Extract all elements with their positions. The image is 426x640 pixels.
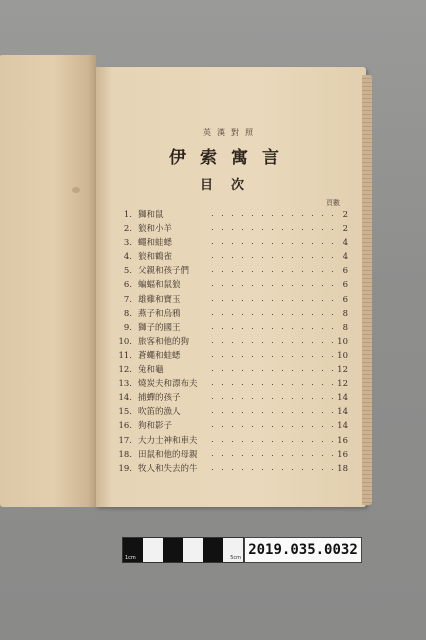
toc-entry [112,448,352,462]
toc-entry [112,405,352,419]
toc-entry [112,293,352,307]
toc-entry-number: 12. [118,365,132,376]
toc-entry-number: 16. [118,421,132,432]
toc-entry-title: 獅和鼠 [138,210,164,220]
toc-entry-title: 牧人和失去的牛 [138,463,198,474]
toc-leader-dots [212,384,334,385]
toc-leader-dots [212,328,334,329]
toc-entry-page: 18 [337,463,348,474]
table-of-contents [112,208,352,476]
toc-entry-number: 18. [118,449,132,460]
toc-entry-page: 16 [337,435,348,446]
toc-entry-title: 吹笛的漁人 [138,407,181,418]
stain [72,187,80,193]
toc-entry-number: 6. [123,280,132,291]
toc-entry-title: 蠅和蛙蟋 [138,238,173,249]
toc-entry-number: 17. [118,435,132,446]
toc-leader-dots [212,469,334,470]
toc-entry [112,236,352,250]
toc-entry-page: 6 [342,280,348,291]
toc-leader-dots [212,398,334,399]
toc-entry-page: 2 [342,210,348,220]
toc-entry-page: 4 [342,238,348,249]
toc-entry-title: 田鼠和他的母親 [138,449,198,460]
toc-entry [112,264,352,278]
toc-leader-dots [212,314,334,315]
page-edges [362,75,372,505]
toc-leader-dots [212,285,334,286]
toc-entry-page: 10 [337,350,348,361]
toc-entry-page: 12 [337,365,348,376]
toc-entry-page: 6 [342,266,348,277]
toc-entry-number: 10. [118,336,132,347]
toc-entry-number: 7. [123,294,132,305]
toc-entry-title: 旅客和他的狗 [138,336,190,347]
toc-leader-dots [212,229,334,230]
toc-entry-title: 雄雞和寶玉 [138,294,181,305]
toc-entry-number: 14. [118,393,132,404]
toc-entry-page: 8 [342,322,348,333]
toc-leader-dots [212,370,334,371]
page-column-label: 頁數 [326,199,340,207]
scale-segment [203,538,223,562]
toc-leader-dots [212,426,334,427]
toc-entry-page: 6 [342,294,348,305]
scale-segment [163,538,183,562]
toc-leader-dots [212,257,334,258]
toc-entry-title: 燒炭夫和漂布夫 [138,379,198,390]
toc-entry-title: 獅子的國王 [138,322,181,333]
toc-leader-dots [212,243,334,244]
toc-entry-page: 16 [337,449,348,460]
toc-entry-title: 捕蟬的孩子 [138,393,181,404]
toc-entry-page: 14 [337,393,348,404]
book-title: 伊索寓言 [169,148,293,168]
toc-entry-title: 大力士神和車夫 [138,435,198,446]
contents-heading: 目次 [199,178,262,193]
toc-leader-dots [212,271,334,272]
toc-entry-title: 狼和鶴雀 [138,252,173,263]
toc-entry-title: 狼和小羊 [138,224,173,235]
left-page [0,55,96,507]
toc-entry-page: 14 [337,421,348,432]
toc-entry [112,222,352,236]
book-subtitle: 英漢對照 [203,128,259,137]
catalog-number-label: 2019.035.0032 [244,537,362,563]
toc-entry [112,208,352,222]
toc-entry [112,335,352,349]
toc-entry-number: 4. [123,252,132,263]
toc-entry-number: 19. [118,463,132,474]
toc-entry [112,307,352,321]
toc-entry-number: 2. [123,224,132,235]
toc-leader-dots [212,300,334,301]
toc-entry-number: 1. [123,210,132,220]
toc-entry [112,419,352,433]
toc-entry [112,349,352,363]
toc-entry [112,377,352,391]
toc-entry-page: 4 [342,252,348,263]
toc-leader-dots [212,441,334,442]
toc-entry-title: 狗和影子 [138,421,173,432]
toc-entry [112,434,352,448]
toc-entry-number: 11. [118,350,132,361]
toc-leader-dots [212,412,334,413]
toc-entry-page: 2 [342,224,348,235]
toc-leader-dots [212,455,334,456]
toc-entry [112,363,352,377]
toc-entry-title: 蒼蠅和蛙蟋 [138,350,181,361]
toc-entry [112,321,352,335]
toc-entry-number: 8. [123,308,132,319]
toc-entry [112,250,352,264]
toc-entry-title: 蝙蝠和鼠狼 [138,280,181,291]
toc-entry-title: 兔和龜 [138,365,164,376]
toc-leader-dots [212,356,334,357]
toc-entry [112,278,352,292]
toc-entry-number: 9. [123,322,132,333]
toc-entry-title: 父親和孩子們 [138,266,190,277]
toc-entry-title: 燕子和烏鴉 [138,308,181,319]
toc-entry-number: 13. [118,379,132,390]
scale-bar [122,537,244,563]
toc-entry-page: 14 [337,407,348,418]
toc-entry [112,462,352,476]
toc-entry-number: 15. [118,407,132,418]
toc-entry-number: 5. [123,266,132,277]
toc-entry-number: 3. [123,238,132,249]
toc-leader-dots [212,342,334,343]
scale-left-label: 1cm [125,555,136,561]
toc-entry [112,391,352,405]
toc-entry-page: 12 [337,379,348,390]
toc-entry-page: 10 [337,336,348,347]
toc-entry-page: 8 [342,308,348,319]
scale-right-label: 5cm [230,555,241,561]
toc-leader-dots [212,215,334,216]
